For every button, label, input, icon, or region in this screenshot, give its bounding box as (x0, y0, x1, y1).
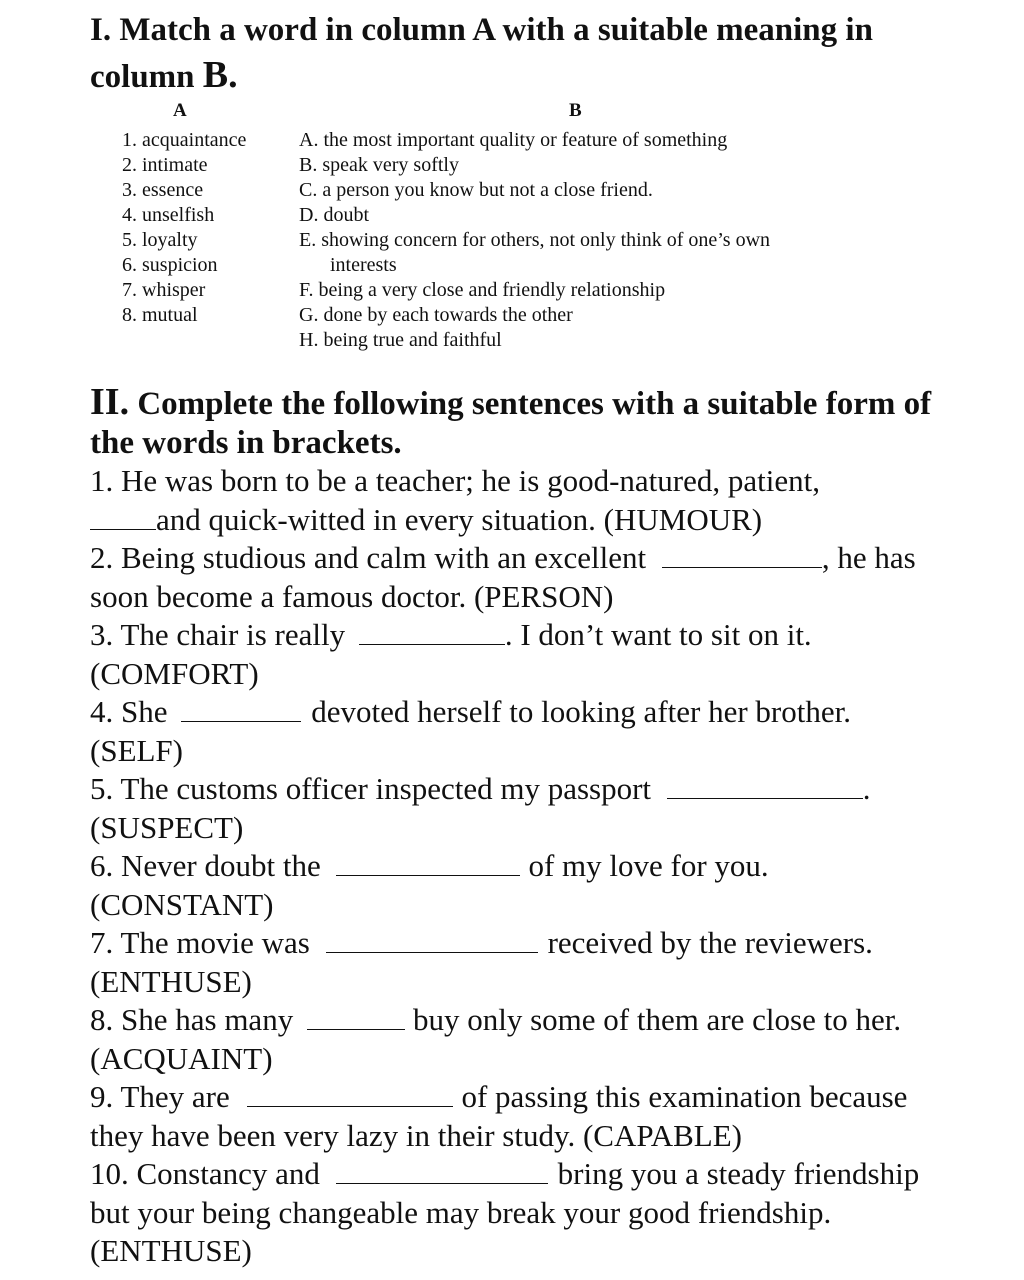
column-a-item: 8. mutual (122, 304, 198, 326)
exercise-line: (CONSTANT) (90, 887, 274, 922)
exercise-line (90, 501, 762, 539)
exercise-line (90, 1001, 901, 1039)
exercise-text: 7. The movie was (90, 925, 310, 960)
answer-blank[interactable] (662, 541, 822, 568)
exercise-line (90, 924, 873, 962)
column-b-item: F. being a very close and friendly relationship (299, 279, 666, 301)
column-b-item: B. speak very softly (299, 154, 459, 176)
part1-title-line1: I. Match a word in column A with a suitable meaning in (90, 12, 873, 48)
exercise-text: . I don’t want to sit on it. (504, 617, 812, 652)
part2-title-big: II. (90, 381, 130, 423)
column-b-item: H. being true and faithful (299, 329, 502, 351)
exercise-text: of my love for you. (528, 848, 769, 883)
answer-blank[interactable] (336, 849, 520, 876)
exercise-line (90, 616, 812, 654)
column-b-item-continuation: interests (330, 254, 397, 276)
exercise-text: , he has (821, 540, 916, 575)
answer-blank[interactable] (667, 772, 863, 799)
answer-blank[interactable] (326, 926, 538, 953)
exercise-text: 8. She has many (90, 1002, 294, 1037)
column-a-item: 4. unselfish (122, 204, 215, 226)
exercise-line: 1. He was born to be a teacher; he is good-natured, patient, (90, 463, 820, 498)
column-a-item: 1. acquaintance (122, 129, 247, 151)
column-b-item: C. a person you know but not a close friend. (299, 179, 653, 201)
exercise-text: and quick-witted in every situation. (HUMOUR) (156, 502, 763, 537)
part2-title-line2: the words in brackets. (90, 425, 402, 461)
part1-title-line2 (90, 53, 238, 99)
column-a-item: 2. intimate (122, 154, 208, 176)
exercise-text: buy only some of them are close to her. (412, 1002, 902, 1037)
exercise-line: (SUSPECT) (90, 810, 244, 845)
part2-title-line1 (90, 380, 931, 426)
exercise-line (90, 693, 851, 731)
column-a-item: 6. suspicion (122, 254, 218, 276)
exercise-line (90, 770, 871, 808)
part1-title-word: column (90, 59, 195, 95)
exercise-line: (ENTHUSE) (90, 1233, 252, 1268)
exercise-line (90, 1155, 919, 1193)
column-a-item: 3. essence (122, 179, 204, 201)
exercise-line (90, 847, 769, 885)
exercise-text: received by the reviewers. (547, 925, 873, 960)
exercise-text: 10. Constancy and (90, 1156, 320, 1191)
exercise-line: soon become a famous doctor. (PERSON) (90, 579, 614, 614)
answer-blank[interactable] (359, 618, 505, 645)
answer-blank[interactable] (336, 1157, 548, 1184)
column-a-header: A (173, 100, 187, 121)
exercise-text: 6. Never doubt the (90, 848, 321, 883)
exercise-text: 9. They are (90, 1079, 230, 1114)
exercise-line: (ENTHUSE) (90, 964, 252, 999)
column-b-item: D. doubt (299, 204, 369, 226)
exercise-text: bring you a steady friendship (557, 1156, 920, 1191)
column-b-item: E. showing concern for others, not only think of one’s own (299, 229, 771, 251)
column-a-item: 7. whisper (122, 279, 206, 301)
exercise-line: (SELF) (90, 733, 183, 768)
part2-title-text: Complete the following sentences with a suitable form of (137, 386, 932, 422)
exercise-line: (COMFORT) (90, 656, 259, 691)
exercise-line (90, 1078, 907, 1116)
exercise-text: 5. The customs officer inspected my passport (90, 771, 652, 806)
answer-blank[interactable] (307, 1003, 405, 1030)
column-a-item: 5. loyalty (122, 229, 198, 251)
exercise-text: 3. The chair is really (90, 617, 346, 652)
answer-blank[interactable] (90, 503, 156, 530)
exercise-text: . (862, 771, 871, 806)
column-b-header: B (569, 100, 582, 121)
exercise-line (90, 539, 916, 577)
answer-blank[interactable] (247, 1080, 453, 1107)
answer-blank[interactable] (181, 695, 301, 722)
exercise-text: 2. Being studious and calm with an excellent (90, 540, 647, 575)
exercise-text: 4. She (90, 694, 168, 729)
exercise-text: devoted herself to looking after her brother. (311, 694, 851, 729)
exercise-line: but your being changeable may break your good friendship. (90, 1195, 832, 1230)
part1-title-big: B. (202, 54, 238, 96)
column-b-item: A. the most important quality or feature of something (299, 129, 728, 151)
exercise-line: (ACQUAINT) (90, 1041, 273, 1076)
exercise-text: of passing this examination because (461, 1079, 908, 1114)
column-b-item: G. done by each towards the other (299, 304, 573, 326)
exercise-line: they have been very lazy in their study. (CAPABLE) (90, 1118, 742, 1153)
